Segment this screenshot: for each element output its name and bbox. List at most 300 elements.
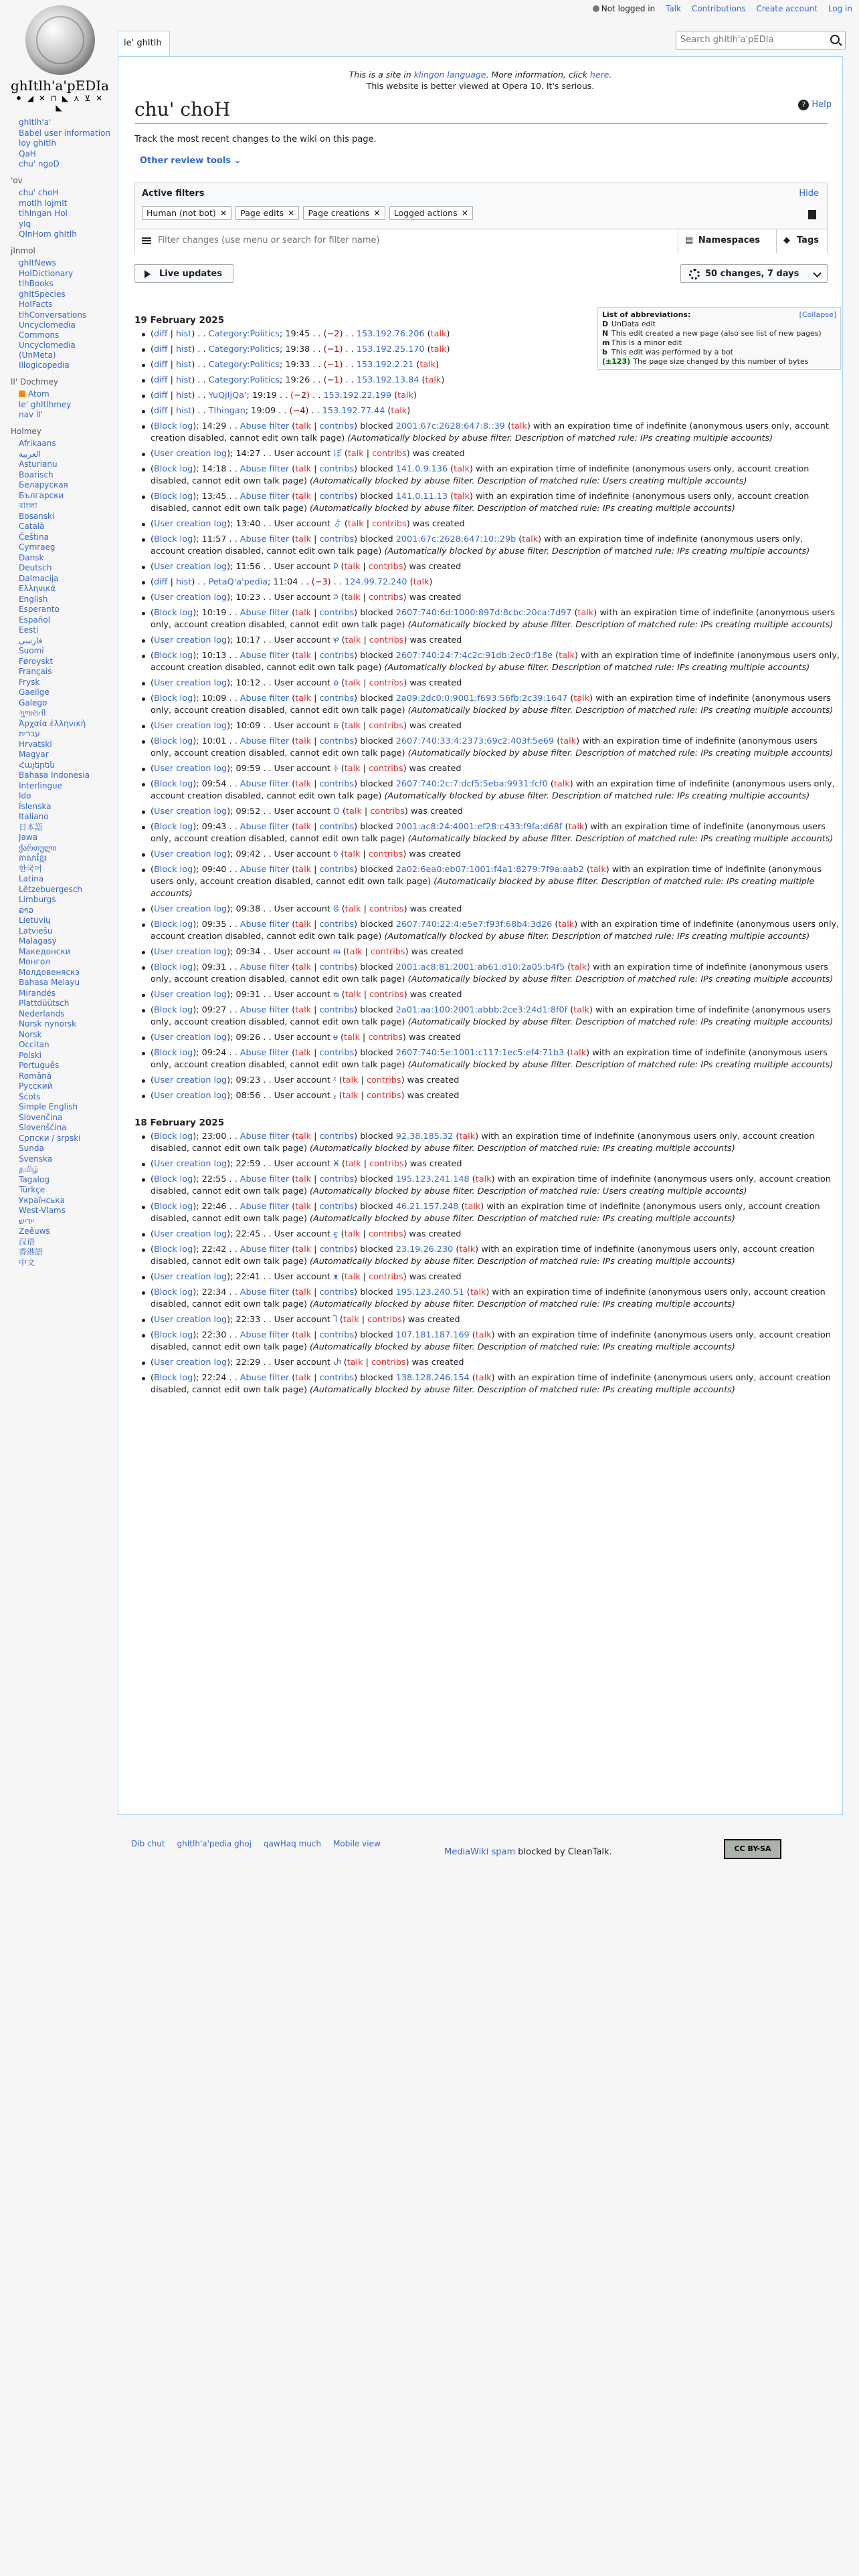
talk-link[interactable]: talk (511, 421, 527, 431)
sidebar-language-link[interactable]: Malagasy (19, 936, 57, 946)
blocked-target-link[interactable]: 46.21.157.248 (395, 1202, 459, 1212)
sidebar-language-item[interactable] (19, 833, 114, 843)
sidebar-language-link[interactable]: 汉语 (19, 1237, 35, 1247)
account-link[interactable]: ᱞ (332, 562, 339, 572)
sidebar-language-link[interactable]: Dansk (19, 552, 44, 562)
sidebar-tool-link[interactable]: yIq (19, 219, 31, 229)
sidebar-language-link[interactable]: Bahasa Melayu (19, 978, 80, 987)
user-creation-log-link[interactable]: User creation log (154, 990, 227, 1000)
account-link[interactable]: ᱠ (332, 849, 339, 859)
block-log-link[interactable]: Block log (154, 962, 193, 972)
talk-link[interactable]: talk (295, 421, 312, 431)
sidebar-project-item[interactable] (19, 269, 114, 279)
sidebar-language-link[interactable]: ភាសាខ្មែរ (19, 853, 47, 863)
close-icon[interactable]: ✕ (461, 208, 469, 218)
blocked-target-link[interactable]: 2607:740:33:4:2373:69c2:403f:5e69 (395, 736, 555, 746)
sidebar-language-item[interactable] (19, 1258, 114, 1268)
sidebar-language-link[interactable]: Hrvatski (19, 739, 52, 749)
sidebar-print-item[interactable] (19, 400, 114, 410)
block-log-link[interactable]: Block log (154, 1132, 193, 1142)
account-link[interactable]: ᰑ (332, 721, 339, 731)
contribs-link[interactable]: contribs (368, 562, 403, 572)
sidebar-language-item[interactable] (19, 563, 114, 573)
sidebar-language-link[interactable]: Македонски (19, 946, 71, 956)
user-creation-log-link[interactable]: User creation log (154, 904, 227, 914)
sidebar-language-link[interactable]: Slovenčina (19, 1112, 63, 1122)
sidebar-language-item[interactable] (19, 791, 114, 801)
contribs-link[interactable]: contribs (370, 947, 405, 957)
sidebar-language-item[interactable] (19, 1226, 114, 1237)
sidebar-language-item[interactable] (19, 957, 114, 967)
page-link[interactable]: Category:Politics (208, 375, 280, 385)
sidebar-language-link[interactable]: Español (19, 615, 51, 625)
account-link[interactable]: ᱜ (332, 904, 339, 914)
sidebar-project-link[interactable]: ghItSpecies (19, 289, 66, 299)
sidebar-language-link[interactable]: Հայերեն (19, 760, 55, 770)
contribs-link[interactable]: contribs (319, 1202, 355, 1212)
account-link[interactable]: ᴥ (332, 1272, 339, 1282)
abuse-filter-link[interactable]: Abuse filter (240, 1005, 290, 1015)
sidebar-tool-link[interactable]: tlhIngan Hol (19, 209, 68, 218)
sidebar-language-item[interactable] (19, 512, 114, 522)
contribs-link[interactable]: contribs (369, 721, 403, 731)
sidebar-language-link[interactable]: தமிழ் (19, 1164, 39, 1174)
sidebar-language-link[interactable]: Afrikaans (19, 439, 56, 448)
sidebar-language-link[interactable]: Íslenska (19, 801, 52, 811)
abuse-filter-link[interactable]: Abuse filter (240, 920, 290, 930)
talk-link[interactable]: talk (346, 807, 362, 817)
user-creation-log-link[interactable]: User creation log (154, 1159, 227, 1169)
blocked-target-link[interactable]: 2607:740:2c:7:dcf5:5eba:9931:fcf0 (395, 779, 548, 789)
sidebar-language-link[interactable]: West-Vlams (19, 1206, 66, 1215)
talk-link[interactable]: talk (454, 464, 470, 474)
sidebar-tool-item[interactable] (19, 199, 114, 209)
block-log-link[interactable]: Block log (154, 492, 193, 502)
talk-link[interactable]: Talk (666, 4, 682, 13)
talk-link[interactable]: talk (570, 1048, 587, 1058)
user-link[interactable]: 153.192.25.170 (356, 344, 425, 354)
footer-link-text[interactable]: Dib chut (131, 1839, 165, 1848)
talk-link[interactable]: talk (295, 865, 312, 875)
contribs-link[interactable]: contribs (319, 534, 355, 544)
sidebar-language-item[interactable] (19, 491, 114, 501)
sidebar-project-link[interactable]: Illogicopedia (19, 360, 70, 370)
sidebar-project-item[interactable] (19, 300, 114, 310)
account-link[interactable]: ᰎ (332, 593, 339, 603)
sidebar-language-link[interactable]: ייִדיש (19, 1216, 35, 1226)
sidebar-language-item[interactable] (19, 750, 114, 760)
user-creation-log-link[interactable]: User creation log (154, 1033, 227, 1043)
sidebar-language-item[interactable] (19, 459, 114, 469)
contribs-link[interactable]: contribs (368, 1229, 403, 1239)
contribs-link[interactable]: contribs (369, 764, 403, 774)
blocked-target-link[interactable]: 138.128.246.154 (395, 1373, 470, 1383)
sidebar-language-item[interactable] (19, 802, 114, 812)
sidebar-nav-item[interactable] (19, 159, 114, 169)
abuse-filter-link[interactable]: Abuse filter (240, 736, 290, 746)
sidebar-language-link[interactable]: 한국어 (19, 863, 42, 873)
sidebar-language-link[interactable]: Bosanski (19, 511, 55, 521)
hist-link[interactable]: hist (175, 360, 192, 370)
talk-link[interactable]: talk (295, 920, 312, 930)
here-link[interactable]: here (589, 70, 609, 80)
block-log-link[interactable]: Block log (154, 1245, 193, 1255)
diff-link[interactable]: diff (154, 406, 168, 416)
contribs-link[interactable]: contribs (372, 449, 407, 459)
contribs-link[interactable]: contribs (319, 1048, 355, 1058)
sidebar-language-item[interactable] (19, 1237, 114, 1247)
sidebar-language-item[interactable] (19, 1196, 114, 1206)
contribs-link[interactable]: contribs (319, 421, 355, 431)
account-link[interactable]: ᰟ (332, 678, 339, 688)
talk-link[interactable]: talk (573, 693, 590, 704)
talk-link[interactable]: talk (295, 1287, 312, 1297)
sidebar-language-link[interactable]: Norsk nynorsk (19, 1019, 77, 1029)
talk-link[interactable]: talk (295, 534, 312, 544)
blocked-target-link[interactable]: 2001:ac8:24:4001:ef28:c433:f9fa:d68f (395, 822, 563, 832)
contribs-link[interactable]: contribs (369, 1272, 403, 1282)
page-link[interactable]: Category:Politics (208, 360, 280, 370)
sidebar-language-link[interactable]: Norsk (19, 1029, 42, 1039)
contribs-link[interactable]: contribs (371, 1358, 406, 1368)
abuse-filter-link[interactable]: Abuse filter (240, 693, 290, 704)
sidebar-language-link[interactable]: Tagalog (19, 1174, 50, 1184)
talk-link[interactable]: talk (459, 1132, 476, 1142)
sidebar-language-item[interactable] (19, 480, 114, 490)
blocked-target-link[interactable]: 2a09:2dc0:0:9001:f693:56fb:2c39:1647 (395, 693, 568, 704)
sidebar-language-link[interactable]: Bahasa Indonesia (19, 770, 90, 780)
sidebar-language-link[interactable]: Cymraeg (19, 542, 56, 552)
sidebar-language-item[interactable] (19, 853, 114, 863)
sidebar-project-item[interactable] (19, 360, 114, 370)
sidebar-language-item[interactable] (19, 905, 114, 916)
sidebar-language-item[interactable] (19, 1206, 114, 1216)
sidebar-nav-link[interactable]: ghItlh'a' (19, 118, 52, 127)
contribs-link[interactable]: contribs (319, 822, 355, 832)
sidebar-language-item[interactable] (19, 1071, 114, 1081)
footer-link[interactable] (131, 1839, 165, 1848)
blocked-target-link[interactable]: 141.0.9.136 (395, 464, 448, 474)
sidebar-language-link[interactable]: Frysk (19, 677, 40, 687)
sidebar-print-item[interactable] (19, 410, 114, 420)
user-creation-log-link[interactable]: User creation log (154, 849, 227, 859)
sidebar-project-link[interactable]: ghItNews (19, 258, 56, 267)
site-logo[interactable] (11, 5, 110, 112)
abuse-filter-link[interactable]: Abuse filter (240, 492, 290, 502)
talk-link[interactable]: talk (560, 736, 577, 746)
talk-link[interactable]: talk (342, 1075, 359, 1085)
abuse-filter-link[interactable]: Abuse filter (240, 1287, 290, 1297)
sidebar-nav-link[interactable]: loy ghItlh (19, 138, 56, 148)
talk-link[interactable]: talk (345, 990, 361, 1000)
sidebar-language-item[interactable] (19, 719, 114, 729)
block-log-link[interactable]: Block log (154, 1048, 193, 1058)
sidebar-tool-item[interactable] (19, 188, 114, 198)
talk-link[interactable]: talk (295, 1048, 312, 1058)
sidebar-language-item[interactable] (19, 916, 114, 926)
contribs-link[interactable]: contribs (319, 1373, 355, 1383)
talk-link[interactable]: talk (345, 635, 361, 645)
contribs-link[interactable]: contribs (319, 1245, 355, 1255)
talk-link[interactable]: talk (470, 1287, 486, 1297)
block-log-link[interactable]: Block log (154, 1005, 193, 1015)
sidebar-language-link[interactable]: Português (19, 1061, 60, 1070)
sidebar-language-item[interactable] (19, 874, 114, 884)
user-creation-log-link[interactable]: User creation log (154, 1315, 227, 1325)
talk-link[interactable]: talk (295, 962, 312, 972)
talk-link[interactable]: talk (571, 962, 587, 972)
sidebar-language-item[interactable] (19, 605, 114, 615)
talk-link[interactable]: talk (475, 1174, 492, 1184)
footer-link-text[interactable]: ghItlh'a'pedia ghoj (177, 1839, 252, 1848)
sidebar-language-link[interactable]: Română (19, 1071, 52, 1081)
search-icon[interactable] (830, 35, 840, 44)
sidebar-language-link[interactable]: עברית (19, 729, 40, 738)
page-link[interactable]: Tlhingan (208, 406, 246, 416)
block-log-link[interactable]: Block log (154, 464, 193, 474)
talk-link[interactable]: talk (344, 764, 361, 774)
talk-link[interactable]: talk (295, 822, 312, 832)
sidebar-project-item[interactable] (19, 279, 114, 289)
contribs-link[interactable]: contribs (319, 1174, 355, 1184)
talk-link[interactable]: talk (344, 562, 361, 572)
sidebar-language-link[interactable]: Български (19, 490, 64, 500)
sidebar-nav-link[interactable]: chu' ngoD (19, 159, 60, 169)
talk-link[interactable]: talk (345, 1159, 361, 1169)
sidebar-language-link[interactable]: Occitan (19, 1040, 50, 1049)
sidebar-language-item[interactable] (19, 936, 114, 946)
trash-icon[interactable] (808, 210, 816, 219)
account-link[interactable]: Ӿ (332, 1159, 339, 1169)
hist-link[interactable]: hist (175, 375, 192, 385)
sidebar-language-link[interactable]: Magyar (19, 750, 49, 759)
contribs-link[interactable]: contribs (319, 1330, 355, 1340)
sidebar-language-link[interactable]: Plattdüütsch (19, 998, 70, 1008)
block-log-link[interactable]: Block log (154, 651, 193, 661)
live-updates-button[interactable]: Live updates (134, 264, 233, 283)
sidebar-language-item[interactable] (19, 770, 114, 780)
account-link[interactable]: ᱛ (332, 807, 340, 817)
hist-link[interactable]: hist (175, 344, 192, 354)
filter-tag[interactable] (142, 206, 231, 220)
account-link[interactable]: ᛄ (332, 764, 339, 774)
blocked-target-link[interactable]: 2607:740:5e:1001:c117:1ec5:ef4:71b3 (395, 1048, 565, 1058)
sidebar-language-link[interactable]: Eesti (19, 625, 39, 635)
talk-link[interactable]: talk (558, 920, 575, 930)
sidebar-language-item[interactable] (19, 1051, 114, 1061)
block-log-link[interactable]: Block log (154, 608, 193, 618)
hist-link[interactable]: hist (175, 329, 192, 339)
talk-link[interactable]: talk (295, 1174, 312, 1184)
blocked-target-link[interactable]: 23.19.26.230 (395, 1245, 454, 1255)
filter-tag[interactable] (235, 206, 299, 220)
page-link[interactable]: PetaQ'a'pedia (208, 577, 268, 587)
tags-button[interactable]: ◆ Tags (776, 229, 827, 253)
contribs-link[interactable]: contribs (368, 849, 403, 859)
sidebar-language-link[interactable]: Nederlands (19, 1008, 65, 1018)
block-log-link[interactable]: Block log (154, 1174, 193, 1184)
sidebar-project-item[interactable] (19, 320, 114, 340)
sidebar-language-item[interactable] (19, 698, 114, 708)
contribs-link[interactable]: contribs (319, 1287, 355, 1297)
page-link[interactable]: YuQjIjQa' (208, 391, 247, 401)
sidebar-language-link[interactable]: Interlingue (19, 780, 63, 790)
sidebar-language-link[interactable]: 中文 (19, 1257, 35, 1267)
sidebar-language-link[interactable]: Scots (19, 1091, 41, 1101)
talk-link[interactable]: talk (345, 721, 361, 731)
filter-tag[interactable] (389, 206, 473, 220)
sidebar-language-item[interactable] (19, 988, 114, 998)
sidebar-language-link[interactable]: Mirandés (19, 988, 56, 998)
block-log-link[interactable]: Block log (154, 1287, 193, 1297)
abuse-filter-link[interactable]: Abuse filter (240, 1048, 290, 1058)
sidebar-language-item[interactable] (19, 646, 114, 656)
diff-link[interactable]: diff (154, 375, 168, 385)
sidebar-language-link[interactable]: Türkçe (19, 1185, 45, 1194)
account-link[interactable]: ぼ (332, 449, 342, 459)
talk-link[interactable]: talk (475, 1373, 492, 1383)
blocked-target-link[interactable]: 2a01:aa:100:2001:abbb:2ce3:24d1:8f0f (395, 1005, 568, 1015)
talk-link[interactable]: talk (573, 1005, 590, 1015)
block-log-link[interactable]: Block log (154, 779, 193, 789)
sidebar-language-link[interactable]: Монгол (19, 957, 50, 966)
sidebar-language-link[interactable]: Молдовеняскэ (19, 967, 80, 977)
block-log-link[interactable]: Block log (154, 1202, 193, 1212)
sidebar-language-link[interactable]: Simple English (19, 1102, 78, 1111)
sidebar-language-item[interactable] (19, 553, 114, 563)
user-creation-log-link[interactable]: User creation log (154, 1091, 227, 1101)
sidebar-tool-item[interactable] (19, 209, 114, 219)
sidebar-tool-item[interactable] (19, 229, 114, 239)
filter-search-input[interactable]: Filter changes (use menu or search for filter name) (158, 235, 380, 245)
sidebar-project-link[interactable]: tlhBooks (19, 279, 54, 288)
blocked-target-link[interactable]: 2001:67c:2628:647:8::39 (395, 421, 505, 431)
diff-link[interactable]: diff (154, 329, 168, 339)
blocked-target-link[interactable]: 92.38.185.32 (395, 1132, 454, 1142)
contribs-link[interactable]: contribs (319, 608, 355, 618)
abuse-filter-link[interactable]: Abuse filter (240, 608, 290, 618)
block-log-link[interactable]: Block log (154, 421, 193, 431)
changes-options-button[interactable]: 50 changes, 7 days (680, 264, 828, 283)
footer-link[interactable] (264, 1839, 321, 1848)
sidebar-language-item[interactable] (19, 1134, 114, 1144)
sidebar-language-item[interactable] (19, 864, 114, 874)
sidebar-print-link[interactable]: le' ghItlhmey (19, 399, 72, 409)
abuse-filter-link[interactable]: Abuse filter (240, 822, 290, 832)
page-link[interactable]: Category:Politics (208, 329, 280, 339)
contribs-link[interactable]: contribs (370, 807, 405, 817)
sidebar-language-item[interactable] (19, 740, 114, 750)
login-link[interactable]: Log in (828, 4, 852, 13)
user-creation-log-link[interactable]: User creation log (154, 449, 227, 459)
user-creation-log-link[interactable]: User creation log (154, 764, 227, 774)
sidebar-language-item[interactable] (19, 1040, 114, 1050)
sidebar-language-link[interactable]: Føroyskt (19, 656, 54, 666)
contribs-link[interactable]: contribs (369, 990, 404, 1000)
sidebar-language-item[interactable] (19, 1175, 114, 1185)
klingon-language-link[interactable]: klingon language (413, 70, 486, 80)
sidebar-language-link[interactable]: Limburgs (19, 895, 56, 904)
namespaces-button[interactable]: ▤ Namespaces (678, 229, 767, 253)
contribs-link[interactable]: contribs (369, 678, 404, 688)
sidebar-language-item[interactable] (19, 687, 114, 697)
sidebar-language-item[interactable] (19, 729, 114, 739)
sidebar-language-link[interactable]: Українська (19, 1195, 65, 1205)
contribs-link[interactable]: contribs (372, 519, 407, 529)
user-link[interactable]: 153.192.76.206 (356, 329, 425, 339)
contribs-link[interactable]: contribs (319, 962, 355, 972)
sidebar-language-link[interactable]: Dalmacija (19, 573, 59, 583)
close-icon[interactable]: ✕ (287, 208, 295, 218)
talk-link[interactable]: talk (589, 865, 606, 875)
sidebar-language-item[interactable] (19, 667, 114, 677)
footer-link[interactable] (333, 1839, 381, 1848)
sidebar-project-link[interactable]: HolDictionary (19, 268, 74, 278)
sidebar-language-item[interactable] (19, 760, 114, 770)
user-creation-log-link[interactable]: User creation log (154, 721, 227, 731)
sidebar-language-item[interactable] (19, 926, 114, 936)
filter-tag[interactable] (303, 206, 385, 220)
footer-link-text[interactable]: Mobile view (333, 1839, 381, 1848)
sidebar-language-link[interactable]: English (19, 594, 48, 604)
sidebar-language-link[interactable]: Русский (19, 1081, 53, 1091)
sidebar-language-link[interactable]: العربية (19, 449, 41, 459)
sidebar-language-item[interactable] (19, 636, 114, 646)
abuse-filter-link[interactable]: Abuse filter (240, 779, 290, 789)
sidebar-project-link[interactable]: Uncyclomedia Commons (19, 320, 76, 340)
user-link[interactable]: 124.99.72.240 (344, 577, 407, 587)
user-creation-log-link[interactable]: User creation log (154, 1358, 227, 1368)
sidebar-language-link[interactable]: Српски / srpski (19, 1133, 81, 1143)
sidebar-language-item[interactable] (19, 1185, 114, 1195)
contribs-link[interactable]: contribs (367, 1315, 402, 1325)
sidebar-language-link[interactable]: ລາວ (19, 905, 33, 915)
contribs-link[interactable]: contribs (319, 693, 355, 704)
contribs-link[interactable]: contribs (369, 1159, 404, 1169)
sidebar-project-item[interactable] (19, 290, 114, 300)
sidebar-language-link[interactable]: 香港語 (19, 1247, 43, 1257)
abuse-filter-link[interactable]: Abuse filter (240, 651, 290, 661)
blocked-target-link[interactable]: 2607:740:22:4:e5e7:f93f:68b4:3d26 (395, 920, 553, 930)
sidebar-language-item[interactable] (19, 947, 114, 957)
sidebar-language-link[interactable]: Jawa (19, 833, 38, 842)
talk-link[interactable]: talk (475, 1330, 492, 1340)
sidebar-language-link[interactable]: Gaeilge (19, 687, 50, 697)
create-account-link[interactable]: Create account (756, 4, 818, 13)
sidebar-language-item[interactable] (19, 968, 114, 978)
talk-link[interactable]: talk (295, 608, 312, 618)
abuse-filter-link[interactable]: Abuse filter (240, 421, 290, 431)
account-link[interactable]: ᵪ (332, 1091, 337, 1101)
talk-link[interactable]: talk (295, 492, 312, 502)
other-review-tools[interactable]: Other review tools ⌄ (140, 156, 242, 166)
blocked-target-link[interactable]: 195.123.241.148 (395, 1174, 470, 1184)
close-icon[interactable]: ✕ (373, 208, 381, 218)
hist-link[interactable]: hist (175, 406, 192, 416)
sidebar-nav-item[interactable] (19, 128, 114, 138)
abuse-filter-link[interactable]: Abuse filter (240, 865, 290, 875)
talk-link[interactable]: talk (454, 492, 470, 502)
sidebar-language-link[interactable]: Ἀρχαία ἑλληνικὴ (19, 718, 86, 728)
block-log-link[interactable]: Block log (154, 534, 193, 544)
menu-icon[interactable] (142, 237, 151, 239)
sidebar-language-link[interactable]: Čeština (19, 532, 50, 542)
sidebar-language-item[interactable] (19, 677, 114, 687)
sidebar-language-link[interactable]: Italiano (19, 812, 49, 821)
talk-link[interactable]: talk (568, 822, 585, 832)
abuse-filter-link[interactable]: Abuse filter (240, 1132, 290, 1142)
sidebar-tool-link[interactable]: motlh lojmIt (19, 198, 68, 208)
